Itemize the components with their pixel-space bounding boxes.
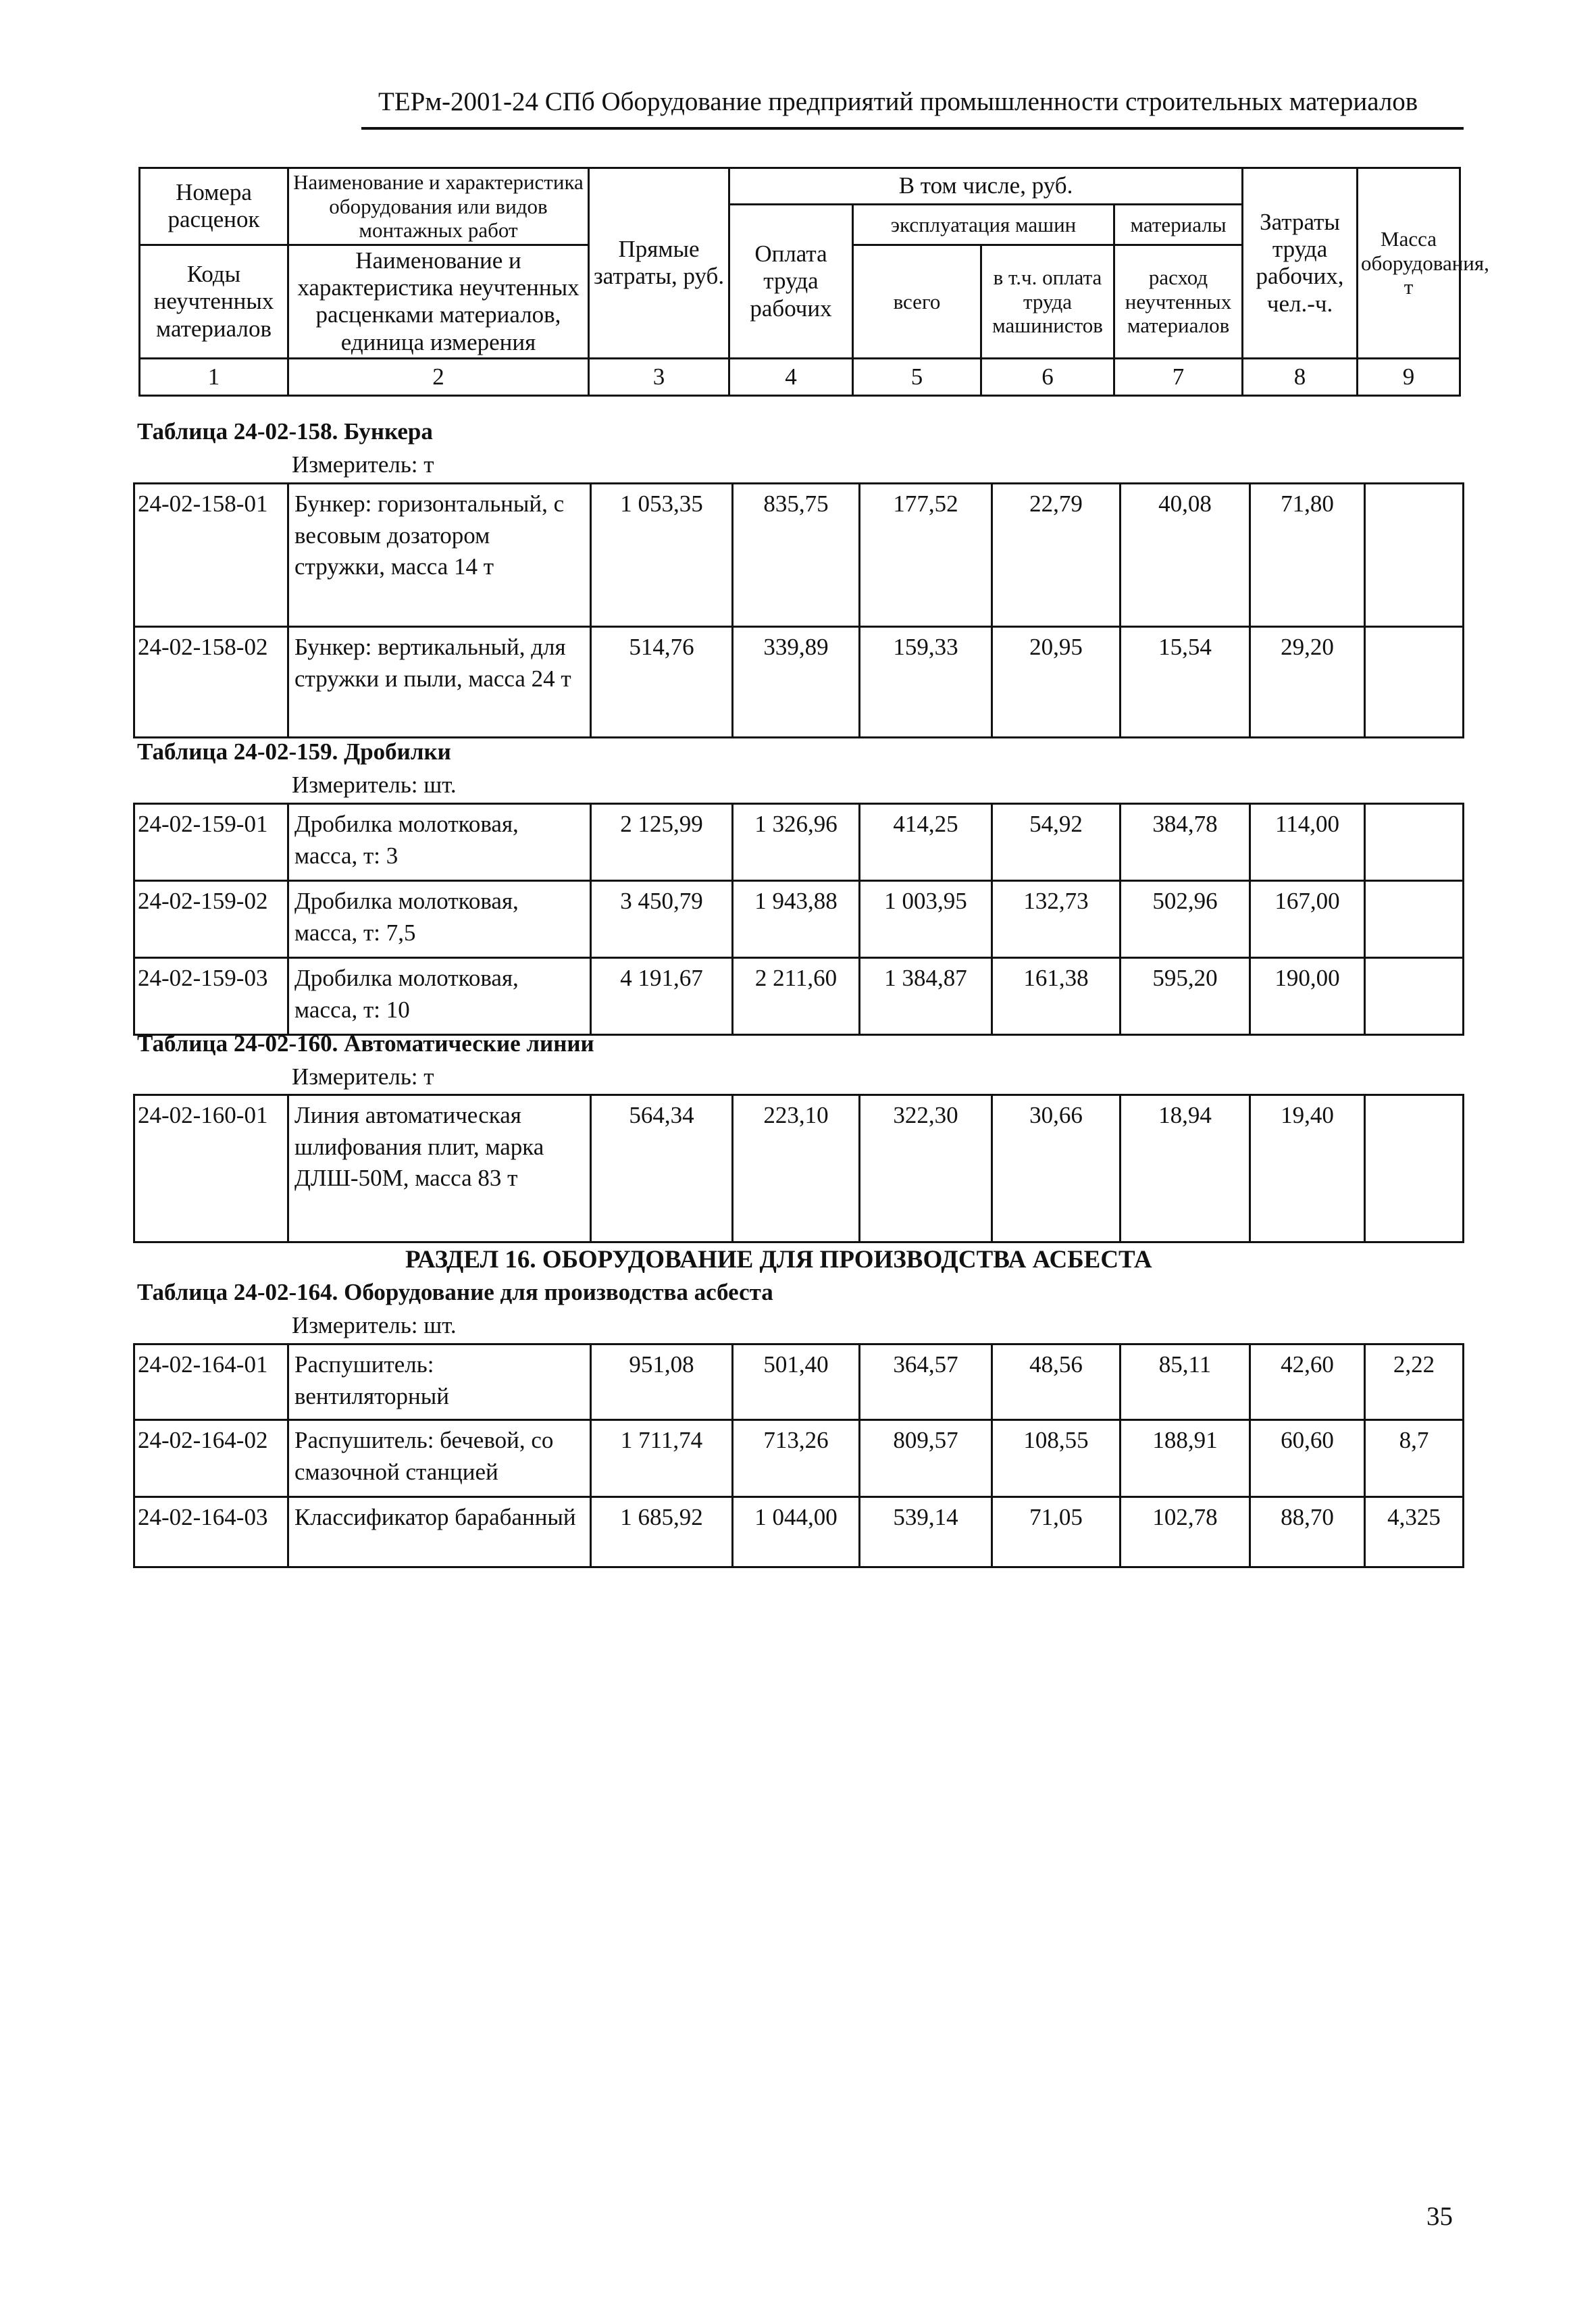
row-machinist-pay: 54,92	[992, 804, 1121, 881]
col-number: 8	[1243, 358, 1358, 395]
row-mass	[1365, 958, 1464, 1035]
row-direct-cost: 514,76	[591, 627, 733, 738]
row-labor-hours: 71,80	[1250, 484, 1365, 627]
row-name: Линия автоматическая шлифования плит, марка ДЛШ-50М, масса 83 т	[288, 1095, 591, 1242]
row-name: Распушитель: вентиляторный	[288, 1344, 591, 1420]
row-materials: 502,96	[1121, 881, 1250, 958]
row-machines-total: 322,30	[860, 1095, 992, 1242]
table-164-title: Таблица 24-02-164. Оборудование для производства асбеста	[137, 1279, 773, 1305]
row-machinist-pay: 22,79	[992, 484, 1121, 627]
col-number: 3	[589, 358, 729, 395]
col-number: 9	[1358, 358, 1460, 395]
row-mass	[1365, 881, 1464, 958]
col-number: 5	[853, 358, 981, 395]
table-159	[133, 803, 1464, 1036]
row-code: 24-02-159-01	[134, 804, 288, 881]
head-including: В том числе, руб.	[729, 168, 1243, 205]
row-direct-cost: 4 191,67	[591, 958, 733, 1035]
col-number: 4	[729, 358, 853, 395]
page-number: 35	[1426, 2202, 1453, 2231]
row-code: 24-02-164-02	[134, 1420, 288, 1497]
row-machinist-pay: 161,38	[992, 958, 1121, 1035]
row-direct-cost: 564,34	[591, 1095, 733, 1242]
row-labor-hours: 19,40	[1250, 1095, 1365, 1242]
row-labor-pay: 1 943,88	[733, 881, 860, 958]
row-code: 24-02-164-01	[134, 1344, 288, 1420]
head-col7: расход неучтенных материалов	[1114, 245, 1243, 358]
section-16-heading: РАЗДЕЛ 16. ОБОРУДОВАНИЕ ДЛЯ ПРОИЗВОДСТВА АСБЕСТА	[405, 1246, 1152, 1274]
row-name: Дробилка молотковая, масса, т: 7,5	[288, 881, 591, 958]
row-labor-hours: 88,70	[1250, 1497, 1365, 1567]
head-col3: Прямые затраты, руб.	[589, 168, 729, 359]
row-machines-total: 177,52	[860, 484, 992, 627]
row-direct-cost: 3 450,79	[591, 881, 733, 958]
col-number: 2	[288, 358, 589, 395]
row-labor-pay: 835,75	[733, 484, 860, 627]
row-code: 24-02-158-01	[134, 484, 288, 627]
row-direct-cost: 1 053,35	[591, 484, 733, 627]
row-name: Распушитель: бечевой, со смазочной станцией	[288, 1420, 591, 1497]
row-labor-pay: 339,89	[733, 627, 860, 738]
head-col9: Масса оборудования, т	[1358, 168, 1460, 359]
row-machines-total: 1 384,87	[860, 958, 992, 1035]
row-materials: 384,78	[1121, 804, 1250, 881]
row-materials: 85,11	[1121, 1344, 1250, 1420]
row-direct-cost: 2 125,99	[591, 804, 733, 881]
table-160-title: Таблица 24-02-160. Автоматические линии	[137, 1030, 594, 1057]
head-col1-top: Номера расценок	[140, 168, 288, 245]
row-materials: 188,91	[1121, 1420, 1250, 1497]
row-mass: 4,325	[1365, 1497, 1464, 1567]
head-col4: Оплата труда рабочих	[729, 205, 853, 359]
head-col2-bottom: Наименование и характеристика неучтенных расценками материалов, единица измерения	[288, 245, 589, 358]
row-name: Бункер: вертикальный, для стружки и пыли, масса 24 т	[288, 627, 591, 738]
table-159-title: Таблица 24-02-159. Дробилки	[137, 738, 451, 765]
row-labor-pay: 501,40	[733, 1344, 860, 1420]
row-mass	[1365, 1095, 1464, 1242]
col-number: 6	[981, 358, 1114, 395]
table-158	[133, 482, 1464, 738]
row-labor-pay: 2 211,60	[733, 958, 860, 1035]
table-158-title: Таблица 24-02-158. Бункера	[137, 418, 433, 445]
row-mass: 2,22	[1365, 1344, 1464, 1420]
row-machines-total: 364,57	[860, 1344, 992, 1420]
row-code: 24-02-160-01	[134, 1095, 288, 1242]
head-col1-bottom: Коды неучтенных материалов	[140, 245, 288, 358]
row-code: 24-02-159-03	[134, 958, 288, 1035]
table-159-measure: Измеритель: шт.	[292, 772, 457, 798]
row-name: Дробилка молотковая, масса, т: 3	[288, 804, 591, 881]
row-code: 24-02-158-02	[134, 627, 288, 738]
row-labor-hours: 29,20	[1250, 627, 1365, 738]
row-machinist-pay: 108,55	[992, 1420, 1121, 1497]
page-header-title: ТЕРм-2001-24 СПб Оборудование предприятий промышленности строительных материалов	[378, 87, 1418, 116]
col-number: 1	[140, 358, 288, 395]
row-mass	[1365, 804, 1464, 881]
header-rule	[361, 127, 1464, 130]
row-direct-cost: 1 685,92	[591, 1497, 733, 1567]
head-col2-top: Наименование и характеристика оборудования или видов монтажных работ	[288, 168, 589, 245]
row-machinist-pay: 48,56	[992, 1344, 1121, 1420]
row-labor-hours: 60,60	[1250, 1420, 1365, 1497]
row-direct-cost: 951,08	[591, 1344, 733, 1420]
row-mass	[1365, 627, 1464, 738]
row-name: Классификатор барабанный	[288, 1497, 591, 1567]
row-mass	[1365, 484, 1464, 627]
row-machines-total: 414,25	[860, 804, 992, 881]
row-labor-hours: 190,00	[1250, 958, 1365, 1035]
row-labor-hours: 167,00	[1250, 881, 1365, 958]
row-name: Дробилка молотковая, масса, т: 10	[288, 958, 591, 1035]
row-machines-total: 809,57	[860, 1420, 992, 1497]
row-labor-pay: 713,26	[733, 1420, 860, 1497]
row-machines-total: 539,14	[860, 1497, 992, 1567]
table-158-measure: Измеритель: т	[292, 451, 434, 478]
row-labor-pay: 1 326,96	[733, 804, 860, 881]
row-machinist-pay: 30,66	[992, 1095, 1121, 1242]
row-name: Бункер: горизонтальный, с весовым дозатором стружки, масса 14 т	[288, 484, 591, 627]
row-mass: 8,7	[1365, 1420, 1464, 1497]
col-number: 7	[1114, 358, 1243, 395]
head-machines: эксплуатация машин	[853, 205, 1114, 245]
row-machines-total: 159,33	[860, 627, 992, 738]
table-164-measure: Измеритель: шт.	[292, 1312, 457, 1338]
row-materials: 15,54	[1121, 627, 1250, 738]
row-direct-cost: 1 711,74	[591, 1420, 733, 1497]
row-labor-pay: 1 044,00	[733, 1497, 860, 1567]
row-code: 24-02-159-02	[134, 881, 288, 958]
row-machines-total: 1 003,95	[860, 881, 992, 958]
table-160-measure: Измеритель: т	[292, 1063, 434, 1090]
table-164	[133, 1343, 1464, 1568]
head-col6: в т.ч. оплата труда машинистов	[981, 245, 1114, 358]
column-header-table	[138, 167, 1489, 397]
head-col8: Затраты труда рабочих, чел.-ч.	[1243, 168, 1358, 359]
row-machinist-pay: 132,73	[992, 881, 1121, 958]
row-code: 24-02-164-03	[134, 1497, 288, 1567]
head-materials: материалы	[1114, 205, 1243, 245]
table-160	[133, 1094, 1464, 1243]
row-labor-hours: 42,60	[1250, 1344, 1365, 1420]
row-materials: 18,94	[1121, 1095, 1250, 1242]
row-machinist-pay: 20,95	[992, 627, 1121, 738]
head-col5: всего	[853, 245, 981, 358]
row-materials: 102,78	[1121, 1497, 1250, 1567]
row-materials: 40,08	[1121, 484, 1250, 627]
row-labor-pay: 223,10	[733, 1095, 860, 1242]
row-labor-hours: 114,00	[1250, 804, 1365, 881]
row-materials: 595,20	[1121, 958, 1250, 1035]
row-machinist-pay: 71,05	[992, 1497, 1121, 1567]
